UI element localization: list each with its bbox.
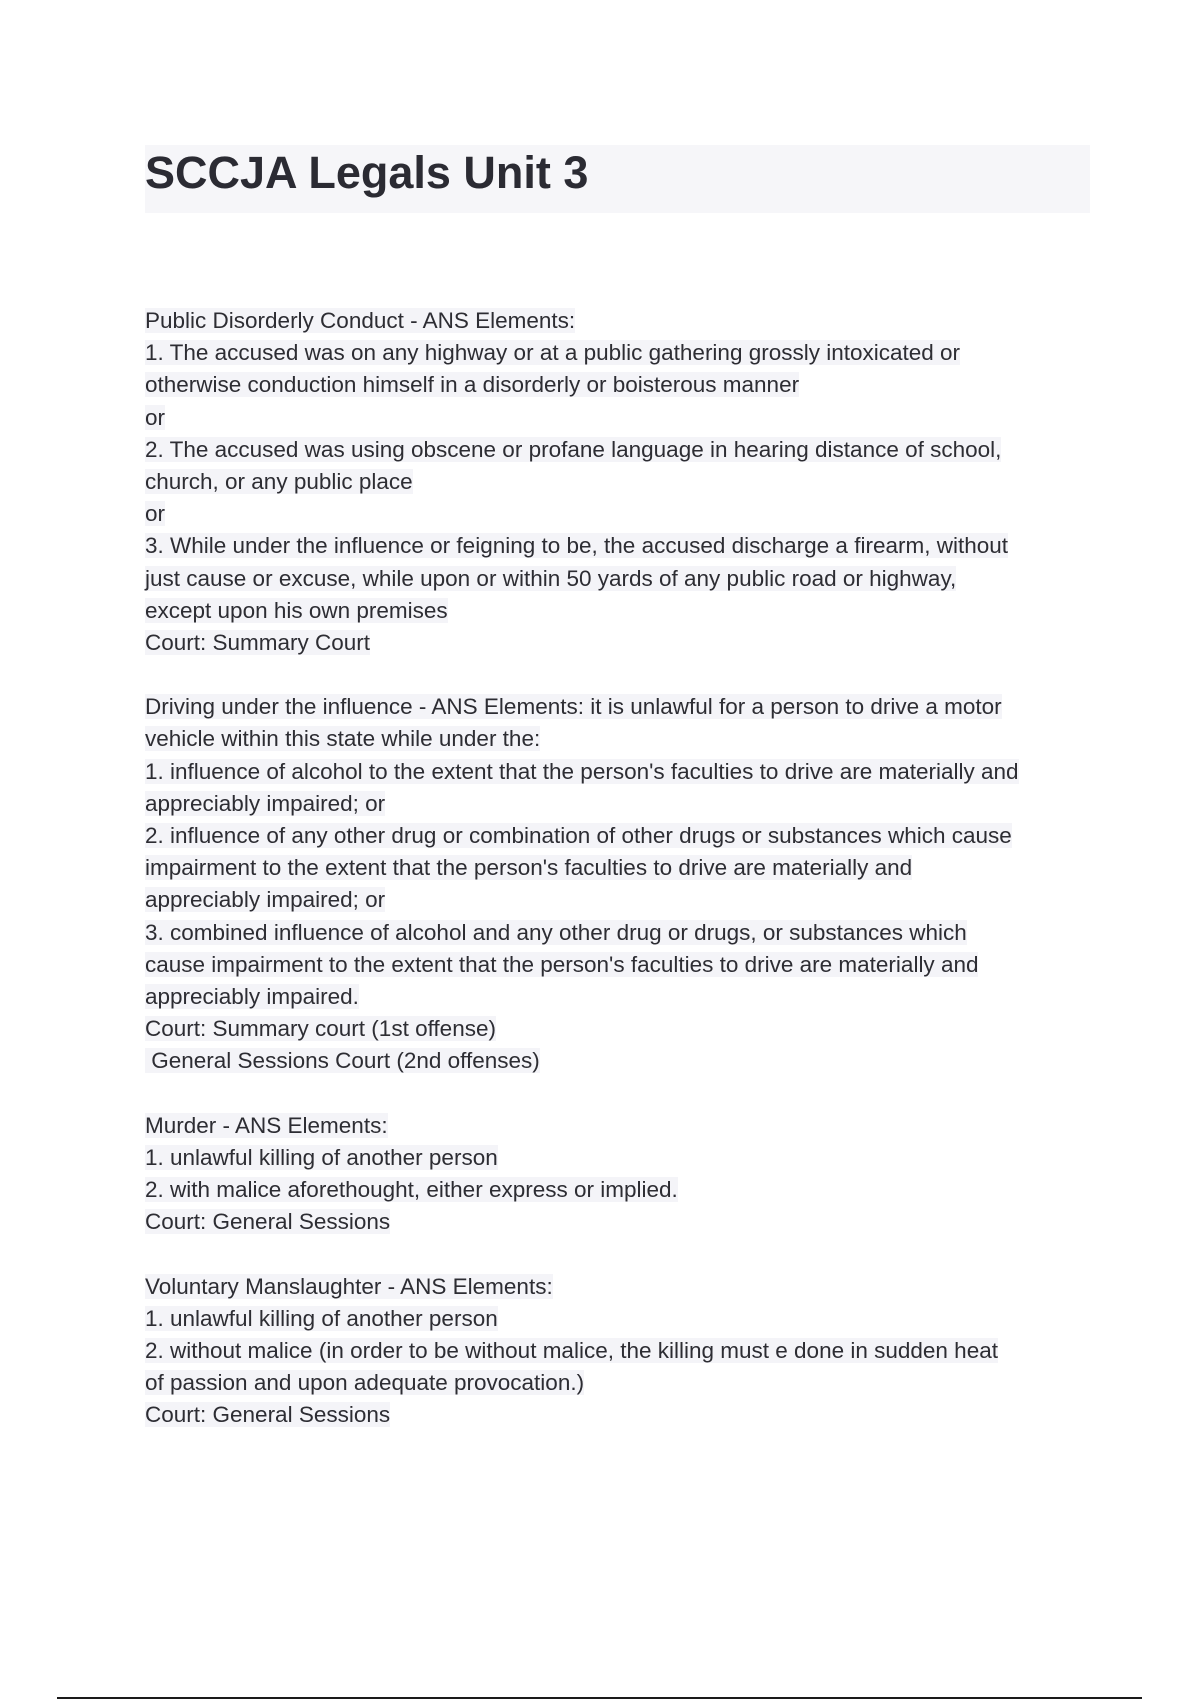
text-line: 1. influence of alcohol to the extent that the person's faculties to drive are materially and [145,758,1019,784]
text-line: appreciably impaired. [145,983,359,1009]
text-line: otherwise conduction himself in a disorderly or boisterous manner [145,372,800,398]
text-line: Voluntary Manslaughter - ANS Elements: [145,1273,553,1299]
text-line: Public Disorderly Conduct - ANS Elements: [145,308,576,333]
blank-line [145,1238,1105,1270]
text-line: just cause or excuse, while upon or within 50 yards of any public road or highway, [145,565,957,591]
text-line: Court: General Sessions [145,1402,391,1428]
blank-line [145,659,1105,691]
text-line: Murder - ANS Elements: [145,1112,388,1138]
text-line: except upon his own premises [145,597,448,623]
text-line: appreciably impaired; or [145,887,386,913]
text-line: or [145,501,166,527]
text-line: church, or any public place [145,468,413,494]
text-line: of passion and upon adequate provocation.) [145,1370,585,1396]
footer-divider [57,1697,1142,1699]
text-line: 2. influence of any other drug or combination of other drugs or substances which cause [145,823,1012,848]
text-line: General Sessions Court (2nd offenses) [145,1048,540,1074]
text-line: 3. While under the influence or feigning to be, the accused discharge a firearm, without [145,533,1008,559]
text-line: Court: Summary Court [145,629,371,655]
text-line: 1. unlawful killing of another person [145,1144,498,1170]
text-line: 1. unlawful killing of another person [145,1305,498,1331]
text-line: impairment to the extent that the person's faculties to drive are materially and [145,855,913,881]
text-line: 2. without malice (in order to be without malice, the killing must e done in sudden heat [145,1338,998,1363]
document-body [145,305,1105,1432]
text-line: vehicle within this state while under the: [145,726,541,752]
text-line: 2. with malice aforethought, either express or implied. [145,1177,678,1203]
text-line: appreciably impaired; or [145,790,386,816]
text-line: Court: General Sessions [145,1209,391,1235]
page-title: SCCJA Legals Unit 3 [145,147,589,198]
blank-line [145,1078,1105,1110]
text-line: Driving under the influence - ANS Elements: it is unlawful for a person to drive a motor [145,694,1002,720]
text-line: 1. The accused was on any highway or at a public gathering grossly intoxicated or [145,340,961,366]
text-line: or [145,404,166,430]
text-line: cause impairment to the extent that the person's faculties to drive are materially and [145,951,979,977]
text-line: 3. combined influence of alcohol and any other drug or drugs, or substances which [145,919,967,945]
text-line: Court: Summary court (1st offense) [145,1016,496,1042]
text-line: 2. The accused was using obscene or profane language in hearing distance of school, [145,436,1002,462]
